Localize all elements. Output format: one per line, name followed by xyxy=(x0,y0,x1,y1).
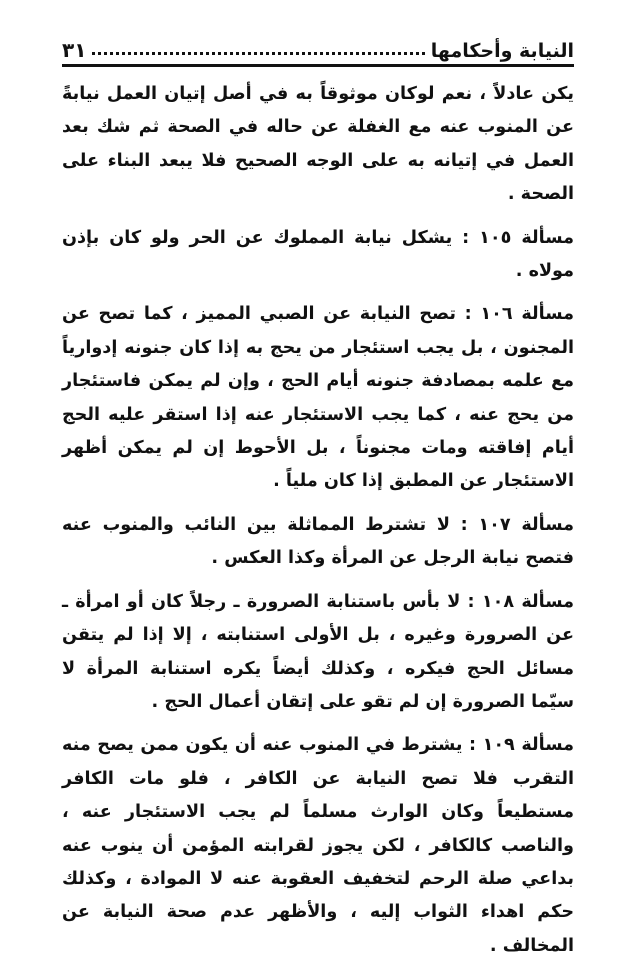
paragraph-issue-105: مسألة ١٠٥ : يشكل نيابة المملوك عن الحر ولو كان بإذن مولاه . xyxy=(62,227,574,282)
paragraph-continuation: يكن عادلاً ، نعم لوكان موثوقاً به في أصل إتيان العمل نيابةً عن المنوب عنه مع الغفلة عن حاله في الصحة ثم شك بعد العمل في إتيانه به على الوجه الصحيح فلا يبعد البناء على الصحة . xyxy=(62,84,574,205)
page-header xyxy=(62,28,574,62)
page-body xyxy=(62,78,574,963)
header-dot-leader xyxy=(92,52,424,55)
paragraph-issue-106: مسألة ١٠٦ : تصح النيابة عن الصبي المميز ، كما تصح عن المجنون ، بل يجب استئجار من يحج به إذا كان جنونه إدوارياً مع علمه بمصادفة جنونه أيام الحج ، وإن لم يمكن فاستئجار من يحج عنه ، كما يجب الاستئجار عنه إذا استقر عليه الحج أيام إفاقته ومات مجنوناً ، بل الأحوط إن لم يمكن أظهر الاستئجار عن المطبق إذا كان ملياً . xyxy=(62,304,574,492)
paragraph-issue-107: مسألة ١٠٧ : لا تشترط المماثلة بين النائب والمنوب عنه فتصح نيابة الرجل عن المرأة وكذا العكس . xyxy=(62,514,574,569)
paragraph-issue-109: مسألة ١٠٩ : يشترط في المنوب عنه أن يكون ممن يصح منه التقرب فلا تصح النيابة عن الكافر ، فلو مات الكافر مستطيعاً وكان الوارث مسلماً لم يجب الاستئجار عنه ، والناصب كالكافر ، لكن يجوز لقرابته المؤمن أن ينوب عنه بداعي صلة الرحم لتخفيف العقوبة عنه لا الموادة ، وكذلك حكم اهداء الثواب إليه ، والأظهر عدم صحة النيابة عن المخالف . xyxy=(62,735,575,956)
running-title: النيابة وأحكامها xyxy=(430,40,574,62)
page-number: ٣١ xyxy=(62,38,87,62)
paragraph-issue-108: مسألة ١٠٨ : لا بأس باستنابة الصرورة ـ رجلاً كان أو امرأة ـ عن الصرورة وغيره ، بل الأولى استنابته ، إلا إذا لم يتقن مسائل الحج فيكره ، وكذلك أيضاً يكره استنابة المرأة لا سيّما الصرورة إن لم تقو على إتقان أعمال الحج . xyxy=(62,591,574,712)
header-rule xyxy=(62,64,574,67)
